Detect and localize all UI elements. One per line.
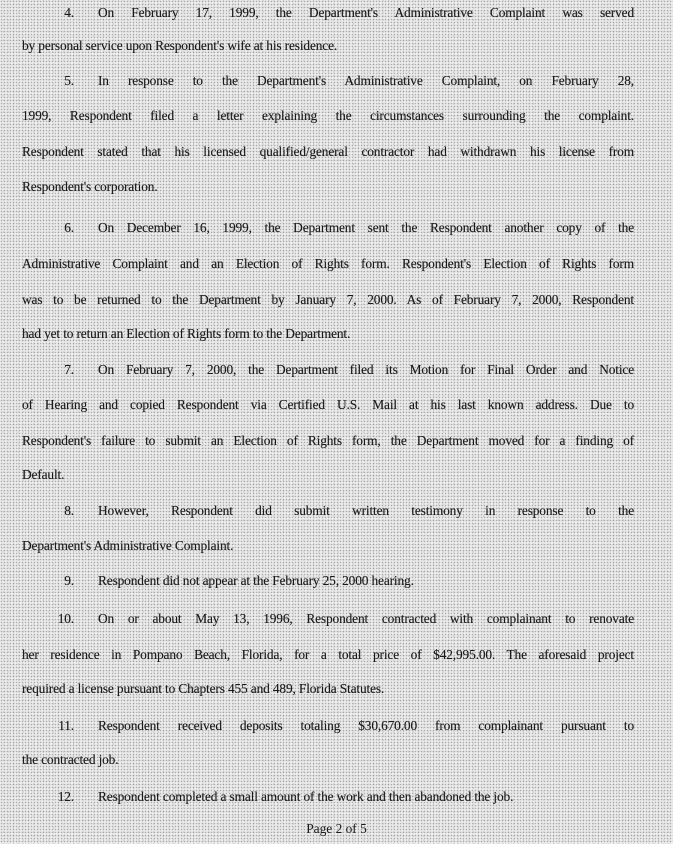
paragraph-11-first-line — [22, 717, 634, 735]
paragraph-text: On February 17, 1999, the Department's Administrative Complaint was served — [98, 5, 634, 20]
paragraph-12-first-line — [22, 788, 634, 806]
paragraph-number: 9. — [64, 573, 74, 588]
paragraph-number: 4. — [64, 5, 74, 20]
paragraph-line: Respondent's failure to submit an Election of Rights form, the Department moved for a finding of — [22, 433, 634, 448]
paragraph-line: the contracted job. — [22, 752, 119, 767]
paragraph-4-first-line — [22, 4, 634, 22]
paragraph-line: by personal service upon Respondent's wife at his residence. — [22, 38, 338, 53]
paragraph-line: of Hearing and copied Respondent via Certified U.S. Mail at his last known address. Due to — [22, 397, 634, 412]
paragraph-line: Administrative Complaint and an Election of Rights form. Respondent's Election of Rights form — [22, 256, 634, 271]
paragraph-number: 11. — [58, 718, 74, 733]
page-number-footer: Page 2 of 5 — [306, 821, 367, 836]
paragraph-line: Respondent's corporation. — [22, 179, 158, 194]
paragraph-8-first-line — [22, 502, 634, 520]
paragraph-text: In response to the Department's Administrative Complaint, on February 28, — [98, 73, 634, 88]
paragraph-line: was to be returned to the Department by January 7, 2000. As of February 7, 2000, Respondent — [22, 292, 634, 307]
paragraph-number: 7. — [64, 362, 74, 377]
paragraph-9-first-line — [22, 572, 634, 590]
paragraph-text: Respondent received deposits totaling $30,670.00 from complainant pursuant to — [98, 718, 634, 733]
paragraph-line: had yet to return an Election of Rights form to the Department. — [22, 326, 351, 341]
paragraph-text: On or about May 13, 1996, Respondent contracted with complainant to renovate — [98, 611, 634, 626]
paragraph-10-first-line — [22, 610, 634, 628]
paragraph-number: 6. — [64, 220, 74, 235]
paragraph-number: 10. — [57, 611, 74, 626]
paragraph-6-first-line — [22, 219, 634, 237]
paragraph-5-first-line — [22, 72, 634, 90]
paragraph-line: Department's Administrative Complaint. — [22, 538, 234, 553]
paragraph-7-first-line — [22, 361, 634, 379]
paragraph-text: On December 16, 1999, the Department sent the Respondent another copy of the — [98, 220, 634, 235]
paragraph-line: 1999, Respondent filed a letter explaining the circumstances surrounding the complaint. — [22, 108, 634, 123]
paragraph-line: required a license pursuant to Chapters 455 and 489, Florida Statutes. — [22, 681, 385, 696]
paragraph-text: On February 7, 2000, the Department filed its Motion for Final Order and Notice — [98, 362, 634, 377]
paragraph-text: Respondent completed a small amount of the work and then abandoned the job. — [98, 789, 514, 804]
paragraph-line: her residence in Pompano Beach, Florida, for a total price of $42,995.00. The aforesaid project — [22, 647, 634, 662]
paragraph-text: Respondent did not appear at the February 25, 2000 hearing. — [98, 573, 414, 588]
paragraph-number: 8. — [64, 503, 74, 518]
paragraph-number: 12. — [57, 789, 74, 804]
paragraph-line: Respondent stated that his licensed qualified/general contractor had withdrawn his license from — [22, 144, 634, 159]
paragraph-text: However, Respondent did submit written testimony in response to the — [98, 503, 634, 518]
paragraph-number: 5. — [64, 73, 74, 88]
paragraph-line: Default. — [22, 467, 65, 482]
